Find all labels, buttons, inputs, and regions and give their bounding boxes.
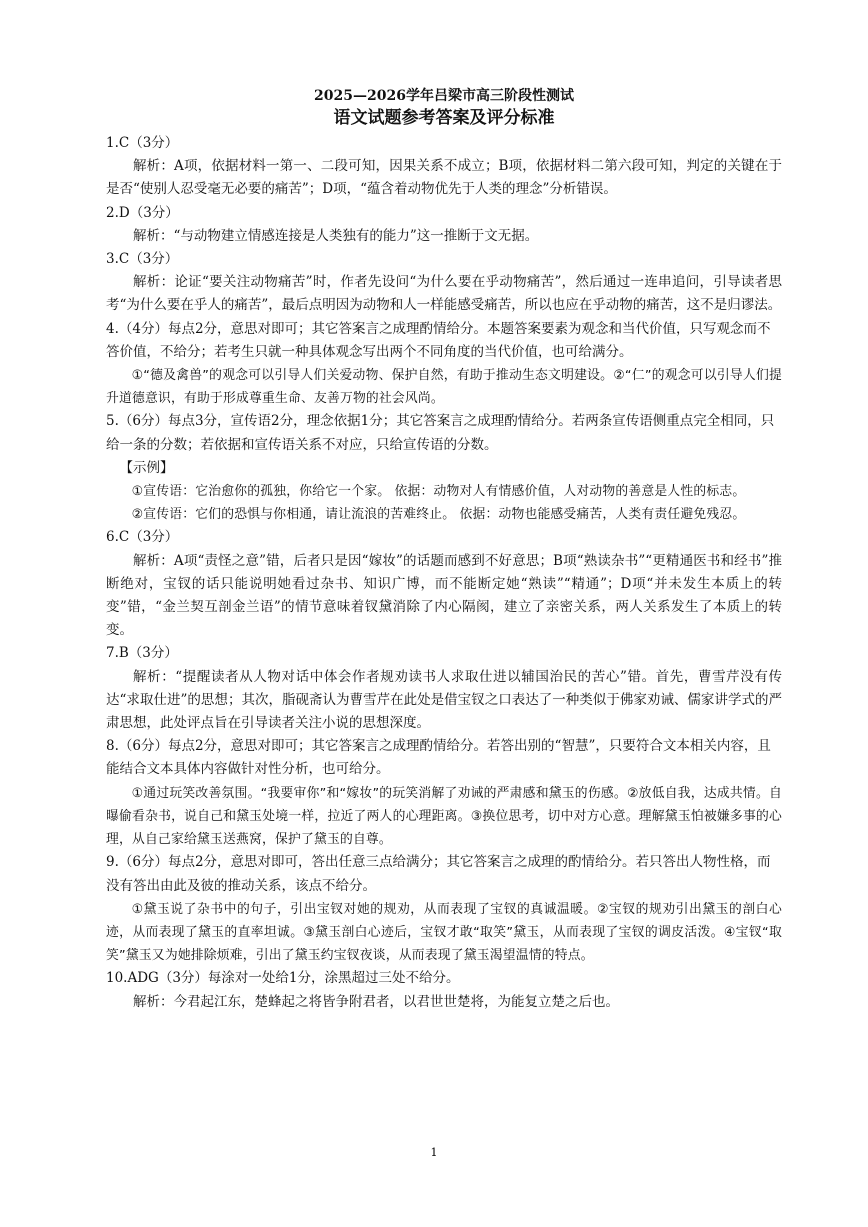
question-answer-line: 7.B（3分） [106,645,178,662]
reference-answer: ②宣传语：它们的恐惧与你相通，请让流浪的苦难终止。 依据：动物也能感受痛苦，人类有责任避免残忍。 [131,507,746,523]
question-answer-line: 5.（6分）每点3分，宣传语2分，理念依据1分；其它答案言之成理酌情给分。若两条宣传语侧重点完全相同，只给一条的分数；若依据和宣传语关系不对应，只给宣传语的分数。 [106,413,775,453]
explanation-text: 解析：“与动物建立情感连接是人类独有的能力”这一推断于文无据。 [133,227,539,244]
explanation-text: 解析：今君起江东，楚蜂起之将皆争附君者，以君世世楚将，为能复立楚之后也。 [133,993,619,1010]
explanation-text: 解析：A项“责怪之意”错，后者只是因“嫁妆”的话题而感到不好意思；B项“熟读杂书”“更精通医书和经书”推断绝对，宝钗的话只能说明她看过杂书、知识广博，而不能断定她“熟读”“精通”；D项“并未发生本质上的转变”错，“金兰契互剖金兰语”的情节意味着钗黛消除了内心隔阂，建立了亲密关系，两人关系发生了本质上的转变。 [106,552,782,639]
explanation-text: 解析：“提醒读者从人物对话中体会作者规劝读书人求取仕进以辅国治民的苦心”错。首先，曹雪芹没有传达“求取仕进”的思想；其次，脂砚斋认为曹雪芹在此处是借宝钗之口表达了一种类似于佛家劝诫、儒家讲学式的严肃思想，此处评点旨在引导读者关注小说的思想深度。 [106,668,782,732]
exam-title: 2025—2026学年吕梁市高三阶段性测试 [314,88,574,104]
answer-list [106,132,782,1014]
question-answer-line: 6.C（3分） [106,529,179,546]
question-answer-line: 9.（6分）每点2分，意思对即可，答出任意三点给满分；其它答案言之成理的酌情给分。若只答出人物性格，而没有答出由此及彼的推动关系，该点不给分。 [106,854,771,894]
answer-key-title: 语文试题参考答案及评分标准 [333,108,555,128]
question-answer-line: 10.ADG（3分）每涂对一处给1分，涂黑超过三处不给分。 [106,970,460,987]
reference-answer: ①宣传语：它治愈你的孤独，你给它一个家。 依据：动物对人有情感价值，人对动物的善意是人性的标志。 [131,484,746,500]
question-answer-line: 2.D（3分） [106,204,179,221]
explanation-text: 解析：A项，依据材料一第一、二段可知，因果关系不成立；B项，依据材料二第六段可知，判定的关键在于是否“使别人忍受毫无必要的痛苦”；D项，“蕴含着动物优先于人类的理念”分析错误。 [106,158,782,198]
question-answer-line: 1.C（3分） [106,135,179,151]
question-answer-line: 8.（6分）每点2分，意思对即可；其它答案言之成理酌情给分。若答出别的“智慧”，只要符合文本相关内容，且能结合文本具体内容做针对性分析，也可给分。 [106,738,771,778]
explanation-text: 解析：论证“要关注动物痛苦”时，作者先设问“为什么要在乎动物痛苦”，然后通过一连串追问，引导读者思考“为什么要在乎人的痛苦”，最后点明因为动物和人一样能感受痛苦，所以也应在乎动物的痛苦，这不是归谬法。 [106,274,782,314]
page-number: 1 [430,1146,438,1159]
question-answer-line: 4.（4分）每点2分，意思对即可；其它答案言之成理酌情给分。本题答案要素为观念和当代价值，只写观念而不答价值，不给分；若考生只就一种具体观念写出两个不同角度的当代价值，也可给满分。 [106,320,771,360]
reference-answer: ①通过玩笑改善氛围。“我要审你”和“嫁妆”的玩笑消解了劝诫的严肃感和黛玉的伤感。②放低自我，达成共情。自曝偷看杂书，说自己和黛玉处境一样，拉近了两人的心理距离。③换位思考，切中对方心意。理解黛玉怕被嫌多事的心理，从自己家给黛玉送燕窝，保护了黛玉的自尊。 [106,785,782,848]
example-heading: 【示例】 [119,459,174,476]
reference-answer: ①黛玉说了杂书中的句子，引出宝钗对她的规劝，从而表现了宝钗的真诚温暖。②宝钗的规劝引出黛玉的剖白心迹，从而表现了黛玉的直率坦诚。③黛玉剖白心迹后，宝钗才敢“取笑”黛玉，从而表现了宝钗的调皮活泼。④宝钗“取笑”黛玉又为她排除烦难，引出了黛玉约宝钗夜谈，从而表现了黛玉渴望温情的特点。 [106,901,782,964]
question-answer-line: 3.C（3分） [106,251,179,268]
reference-answer: ①“德及禽兽”的观念可以引导人们关爱动物、保护自然，有助于推动生态文明建设。②“仁”的观念可以引导人们提升道德意识，有助于形成尊重生命、友善万物的社会风尚。 [106,368,782,407]
